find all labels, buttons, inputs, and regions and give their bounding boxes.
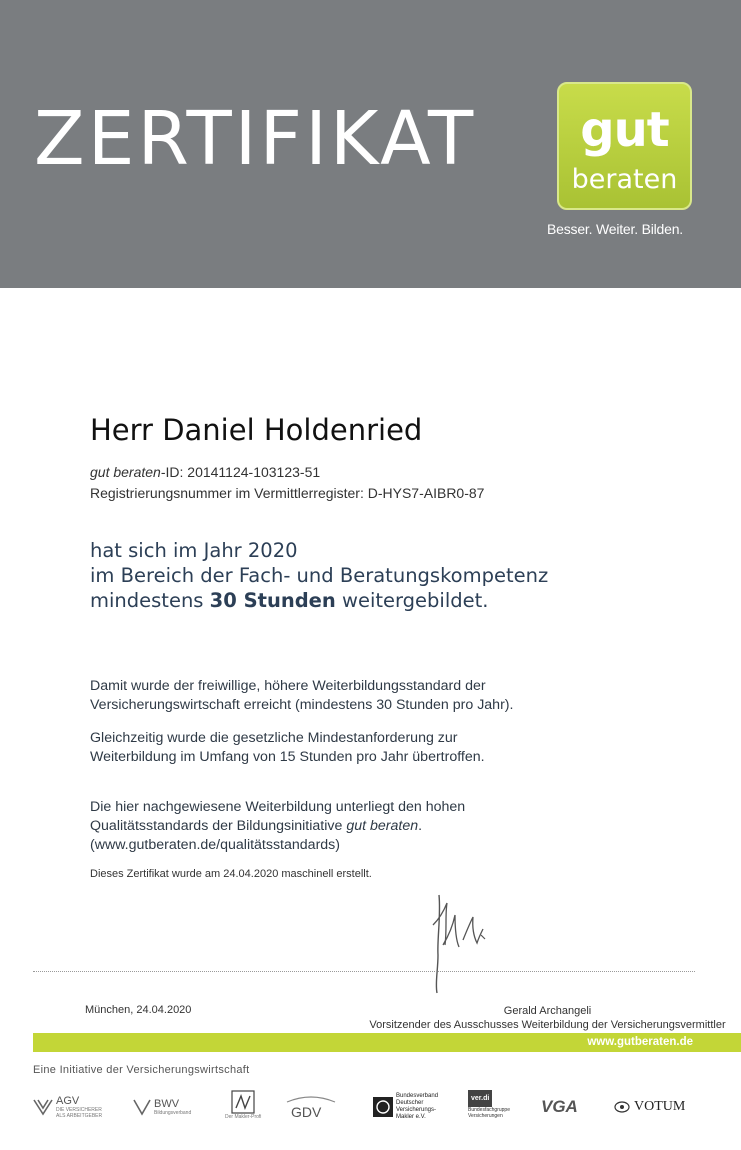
bvvm-line-1: Bundesverband [396, 1093, 439, 1099]
quality-brand: gut beraten [346, 818, 419, 834]
quality-line-post: . [418, 818, 423, 834]
paragraph-standard [90, 677, 590, 715]
bvvm-line-2: Deutscher [396, 1100, 424, 1106]
statement-hours: 30 Stunden [209, 589, 336, 612]
gdv-logo [285, 1090, 321, 1124]
paragraph-quality [90, 798, 590, 855]
paragraph-legal [90, 729, 590, 767]
certificate-title: ZERTIFIKAT [34, 96, 477, 182]
signer-block [360, 1004, 735, 1032]
paragraph-legal-line-2: Weiterbildung im Umfang von 15 Stunden pro Jahr übertroffen. [90, 749, 485, 765]
handwritten-signature [425, 885, 495, 995]
id-value: -ID: 20141124-103123-51 [160, 464, 321, 480]
bwv-name: BWV [154, 1098, 180, 1110]
vga-logo [541, 1090, 578, 1124]
bvvm-logo [373, 1090, 438, 1124]
logo-tagline: Besser. Weiter. Bilden. [547, 221, 683, 237]
generation-note: Dieses Zertifikat wurde am 24.04.2020 maschinell erstellt. [90, 868, 372, 880]
paragraph-standard-line-2: Versicherungswirtschaft erreicht (mindestens 30 Stunden pro Jahr). [90, 697, 514, 713]
statement-line-1: hat sich im Jahr 2020 [90, 539, 298, 562]
vga-name: VGA [541, 1097, 578, 1116]
agv-name: AGV [56, 1095, 80, 1107]
register-number: Registrierungsnummer im Vermittlerregister: D-HYS7-AIBR0-87 [90, 485, 485, 501]
initiative-label: Eine Initiative der Versicherungswirtschaft [33, 1064, 250, 1076]
statement-line-3-pre: mindestens [90, 589, 210, 612]
id-brand: gut beraten [90, 464, 161, 480]
paragraph-quality-line-1: Die hier nachgewiesene Weiterbildung unterliegt den hohen [90, 799, 466, 815]
verdi-sub-1: Bundesfachgruppe [468, 1107, 510, 1113]
statement-line-3 [90, 588, 548, 613]
paragraph-standard-line-1: Damit wurde der freiwillige, höhere Weiterbildungsstandard der [90, 678, 486, 694]
statement-line-2: im Bereich der Fach- und Beratungskompetenz [90, 564, 549, 587]
bvvm-mark-icon [373, 1097, 393, 1117]
verdi-sub-2: Versicherungen [468, 1113, 503, 1119]
verdi-logo [468, 1090, 510, 1124]
agv-logo [33, 1090, 102, 1124]
gut-beraten-logo [557, 82, 692, 210]
recipient-name: Herr Daniel Holdenried [90, 413, 423, 447]
votum-logo [614, 1090, 685, 1124]
bwv-mark-icon [133, 1098, 151, 1116]
certificate-header [0, 0, 741, 288]
bvk-mark-icon [231, 1090, 255, 1114]
bvk-sub: Der Makler-Profi [225, 1114, 262, 1120]
signer-role: Vorsitzender des Ausschusses Weiterbildung der Versicherungsvermittler [369, 1019, 726, 1031]
training-statement [90, 538, 548, 613]
footer-website-link[interactable]: www.gutberaten.de [587, 1036, 693, 1048]
bvvm-line-3: Versicherungs- [396, 1107, 437, 1113]
signature-divider [33, 971, 695, 972]
bvk-logo [225, 1090, 261, 1124]
logo-gut-text: gut [580, 102, 669, 158]
agv-sub-1: DIE VERSICHERER [56, 1107, 102, 1113]
bwv-sub: Bildungsverband [154, 1110, 192, 1116]
signer-name: Gerald Archangeli [503, 1005, 592, 1017]
statement-line-3-post: weitergebildet. [335, 589, 489, 612]
paragraph-legal-line-1: Gleichzeitig wurde die gesetzliche Mindestanforderung zur [90, 730, 458, 746]
votum-name: VOTUM [634, 1099, 686, 1114]
place-and-date: München, 24.04.2020 [85, 1004, 192, 1016]
verdi-name: ver.di [468, 1090, 492, 1107]
gdv-name: GDV [291, 1104, 322, 1120]
logo-beraten-text: beraten [571, 164, 678, 195]
bvvm-line-4: Makler e.V. [396, 1114, 426, 1120]
quality-standards-link: (www.gutberaten.de/qualitätsstandards) [90, 837, 340, 853]
votum-mark-icon [614, 1101, 630, 1113]
agv-sub-2: ALS ARBEITGEBER [56, 1113, 103, 1119]
quality-line-pre: Qualitätsstandards der Bildungsinitiative [90, 818, 347, 834]
recipient-id [90, 465, 320, 479]
paragraph-quality-line-2 [90, 817, 590, 836]
agv-mark-icon [33, 1098, 53, 1116]
bwv-logo [133, 1090, 191, 1124]
